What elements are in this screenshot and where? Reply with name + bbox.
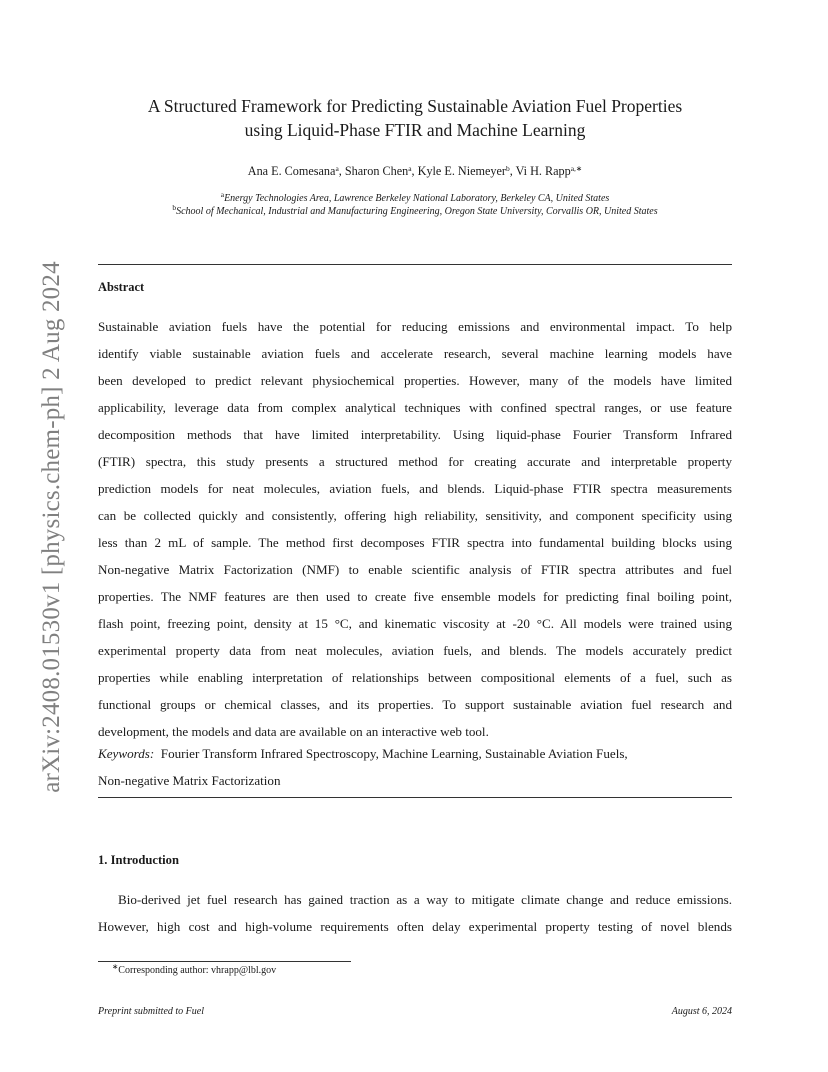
introduction-body: [98, 886, 732, 940]
abstract-line: Non-negative Matrix Factorization (NMF) to enable scientific analysis of FTIR spectra attributes and fuel: [98, 562, 732, 577]
keywords-text: Non-negative Matrix Factorization: [98, 773, 281, 788]
footnote: [112, 962, 277, 976]
author-name: Vi H. Rapp: [515, 164, 571, 178]
author-name: Sharon Chen: [344, 164, 409, 178]
title-line: A Structured Framework for Predicting Sustainable Aviation Fuel Properties: [147, 96, 683, 116]
abstract-line: Sustainable aviation fuels have the potential for reducing emissions and environmental impact. To help: [98, 319, 732, 334]
author-affiliation-mark: a: [335, 164, 339, 173]
footnote-text: Corresponding author: vhrapp@lbl.gov: [118, 965, 277, 976]
affiliation-text: Energy Technologies Area, Lawrence Berkeley National Laboratory, Berkeley CA, United States: [224, 193, 610, 204]
arxiv-identifier: arXiv:2408.01530v1 [physics.chem-ph] 2 Aug 2024: [38, 261, 65, 793]
abstract-line: less than 2 mL of sample. The method first decomposes FTIR spectra into fundamental building blocks using: [98, 535, 732, 550]
author-affiliation-mark: a,∗: [570, 164, 583, 173]
section-heading: 1. Introduction: [98, 853, 179, 867]
abstract-heading: Abstract: [98, 280, 145, 294]
abstract-body: [98, 313, 732, 745]
keywords: [98, 740, 628, 794]
footnote-mark: ∗: [112, 962, 119, 971]
affiliation-mark: b: [172, 203, 177, 212]
author-name: Ana E. Comesana: [247, 164, 336, 178]
abstract-line: properties. The NMF features are then used to create five ensemble models for predicting final boiling point,: [98, 589, 732, 604]
body-line: Bio-derived jet fuel research has gained traction as a way to mitigate climate change and reduce emissions.: [118, 892, 732, 907]
title-line: using Liquid-Phase FTIR and Machine Learning: [244, 120, 586, 140]
abstract-line: (FTIR) spectra, this study presents a structured method for creating accurate and interpretable property: [98, 454, 732, 469]
keywords-label: Keywords:: [98, 746, 155, 761]
affiliation-mark: a: [220, 190, 225, 199]
abstract-line: properties while enabling interpretation of relationships between compositional elements of a fuel, such as: [98, 670, 732, 685]
abstract-line: development, the models and data are available on an interactive web tool.: [98, 724, 489, 739]
body-line: However, high cost and high-volume requirements often delay experimental property testing of novel blends: [98, 919, 732, 934]
author-list: Ana E. Comesana$^a$, Sharon Chen$^a$, Kyle E. Niemeyer$^b$, Vi H. Rapp$^{a,∗}$: [247, 164, 583, 178]
paper-title: [98, 94, 732, 142]
abstract-line: prediction models for neat molecules, aviation fuels, and blends. Liquid-phase FTIR spectra measurements: [98, 481, 732, 496]
abstract-line: experimental property data from neat molecules, aviation fuels, and blends. The models accurately predict: [98, 643, 732, 658]
divider: [98, 264, 732, 265]
footer-journal: Preprint submitted to Fuel: [98, 1006, 205, 1017]
abstract-line: flash point, freezing point, density at 15 °C, and kinematic viscosity at -20 °C. All models were trained using: [98, 616, 732, 631]
divider: [98, 797, 732, 798]
author-name: Kyle E. Niemeyer: [417, 164, 506, 178]
author-affiliation-mark: b: [505, 164, 510, 173]
abstract-line: decomposition methods that have limited interpretability. Using liquid-phase Fourier Transform Infrared: [98, 427, 732, 442]
abstract-line: functional groups or chemical classes, and its properties. To support sustainable aviation fuel research and: [98, 697, 732, 712]
author-affiliation-mark: a: [408, 164, 412, 173]
abstract-line: identify viable sustainable aviation fuels and accelerate research, several machine learning models have: [98, 346, 732, 361]
footer-date: August 6, 2024: [671, 1006, 732, 1017]
abstract-line: applicability, leverage data from complex analytical techniques with confined spectral ranges, or use feature: [98, 400, 732, 415]
affiliation: [90, 203, 740, 217]
affiliation-text: School of Mechanical, Industrial and Manufacturing Engineering, Oregon State University, Corvallis OR, United States: [176, 206, 658, 217]
abstract-line: can be collected quickly and consistently, offering high reliability, sensitivity, and component specificity using: [98, 508, 732, 523]
footnote-divider: [98, 961, 351, 962]
affiliation: [90, 190, 740, 204]
abstract-line: been developed to predict relevant physiochemical properties. However, many of the models have limited: [98, 373, 732, 388]
keywords-text: Fourier Transform Infrared Spectroscopy, Machine Learning, Sustainable Aviation Fuels,: [160, 746, 628, 761]
